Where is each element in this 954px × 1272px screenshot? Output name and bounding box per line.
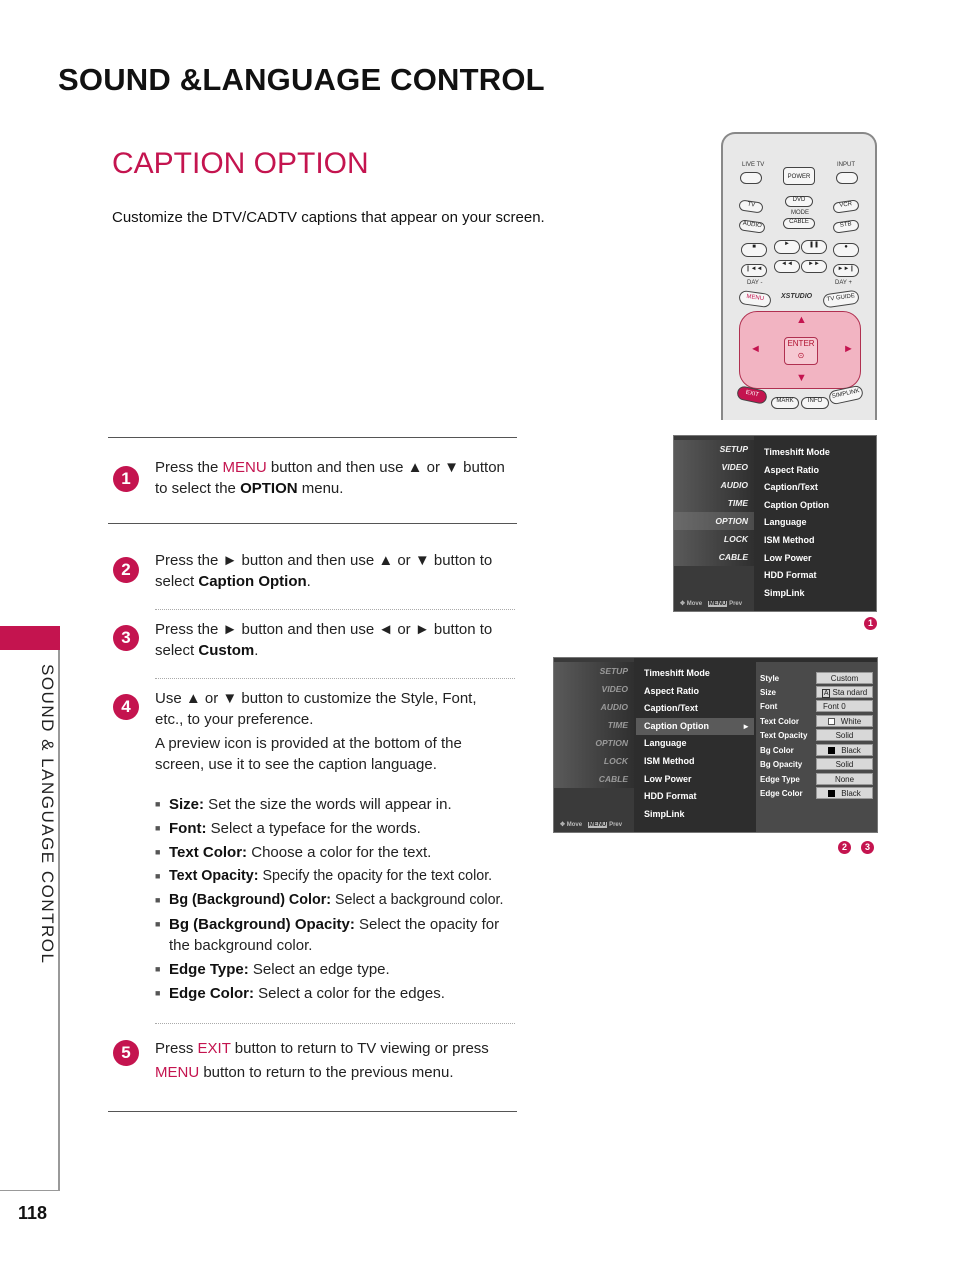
osd-category-cable: CABLE	[674, 548, 754, 566]
left-arrow-icon: ◄	[750, 343, 761, 355]
caption-bg-opacity-value: Solid	[816, 758, 873, 770]
osd-category-video: VIDEO	[554, 680, 634, 698]
osd-item-aspect-ratio: Aspect Ratio	[764, 464, 820, 475]
bullet-desc: Select an edge type.	[248, 961, 390, 978]
remote-power-button	[783, 167, 815, 185]
osd-item-hdd-format: HDD Format	[644, 791, 697, 802]
rewind-icon: ◄◄	[781, 261, 793, 267]
stop-icon: ■	[752, 244, 756, 250]
bullet-term: Edge Type:	[169, 961, 249, 978]
osd-item-low-power: Low Power	[764, 552, 812, 563]
step-1-key-menu: MENU	[222, 459, 267, 476]
osd-footer	[680, 600, 742, 607]
remote-skip-back-button	[741, 264, 767, 277]
bullet-text-opacity	[155, 866, 517, 887]
bg-color-swatch	[828, 747, 835, 754]
remote-power-label: POWER	[787, 174, 811, 180]
caption-style-value: Custom	[816, 672, 873, 684]
osd-item-low-power: Low Power	[644, 773, 692, 784]
step-3-part-2: .	[254, 642, 259, 659]
step-5-key-menu: MENU	[155, 1064, 200, 1081]
osd-category-time: TIME	[674, 494, 754, 512]
osd-category-time: TIME	[554, 716, 634, 734]
caption-bg-color-value	[816, 744, 873, 756]
osd-item-timeshift: Timeshift Mode	[644, 668, 710, 678]
figure-badge-3: 3	[861, 841, 874, 854]
osd-category-cable: CABLE	[554, 770, 634, 788]
caption-bg-color-text: Black	[841, 746, 861, 755]
section-title: CAPTION OPTION	[112, 147, 369, 180]
record-icon: ●	[844, 244, 848, 250]
osd-option-list	[636, 665, 754, 823]
caption-text-color-label: Text Color	[760, 717, 799, 726]
step-5-part-2: button to return to TV viewing or press	[230, 1040, 489, 1057]
step-2-part-1: Press the ► button and then use ▲ or ▼ button to select	[155, 552, 493, 590]
osd-category-setup: SETUP	[674, 440, 754, 458]
remote-pause-button	[801, 240, 827, 254]
remote-info-button	[801, 397, 829, 409]
remote-play-button	[774, 240, 800, 254]
step-rule-top	[108, 437, 517, 438]
remote-exit-label: EXIT	[745, 389, 760, 399]
osd-category-lock: LOCK	[554, 752, 634, 770]
remote-vcr-button	[832, 199, 859, 214]
right-arrow-icon: ►	[843, 343, 854, 355]
step-rule-bottom	[108, 1111, 517, 1112]
osd-category-column	[674, 436, 754, 611]
remote-stb-label: STB	[839, 221, 852, 229]
osd-item-language: Language	[644, 738, 687, 749]
osd-category-column	[554, 658, 634, 832]
caption-edge-color-text: Black	[841, 789, 861, 798]
step-1-part-3: menu.	[297, 480, 344, 497]
section-intro: Customize the DTV/CADTV captions that appear on your screen.	[112, 209, 545, 226]
osd-category-setup: SETUP	[554, 662, 634, 680]
remote-day-minus-label: DAY -	[747, 280, 763, 286]
osd-item-caption-text: Caption/Text	[764, 482, 818, 493]
remote-live-tv-label: LIVE TV	[742, 162, 765, 168]
osd-category-video: VIDEO	[674, 458, 754, 476]
side-divider	[58, 650, 60, 1190]
remote-rewind-button	[774, 260, 800, 273]
play-icon: ►	[784, 241, 790, 247]
step-5-text	[155, 1037, 505, 1085]
bullet-term: Font:	[169, 820, 207, 837]
osd-item-aspect-ratio: Aspect Ratio	[644, 685, 700, 696]
bullet-edge-color	[155, 983, 517, 1004]
caption-text-color-value	[816, 715, 873, 727]
step-1-key-option: OPTION	[240, 480, 298, 497]
remote-record-button	[833, 243, 859, 257]
osd-item-simplink: SimpLink	[764, 587, 805, 598]
bullet-bg-opacity	[155, 914, 500, 956]
side-tab-label: SOUND & LANGUAGE CONTROL	[38, 664, 57, 965]
bullet-desc: Select a typeface for the words.	[206, 820, 421, 837]
caption-edge-color-label: Edge Color	[760, 789, 803, 798]
bullet-term: Edge Color:	[169, 985, 254, 1002]
caption-text-opacity-label: Text Opacity	[760, 731, 808, 740]
osd-item-caption-option	[636, 718, 754, 736]
remote-control	[721, 132, 877, 420]
page-number: 118	[18, 1203, 48, 1223]
up-arrow-icon: ▲	[796, 314, 807, 326]
fast-forward-icon: ►►	[808, 261, 820, 267]
option-menu-screenshot	[673, 435, 877, 612]
bullet-desc: Select a background color.	[331, 892, 504, 908]
bullet-text-color	[155, 842, 517, 863]
step-1-part-1: Press the	[155, 459, 223, 476]
step-5-part-1: Press	[155, 1040, 198, 1057]
osd-item-language: Language	[764, 517, 807, 528]
bullet-term: Bg (Background) Opacity:	[169, 916, 355, 933]
page-title: SOUND &LANGUAGE CONTROL	[58, 62, 545, 97]
caption-size-label: Size	[760, 688, 777, 697]
step-4-text	[155, 688, 505, 775]
caption-text-opacity-value: Solid	[816, 729, 873, 741]
step-4-part-2: A preview icon is provided at the bottom of the screen, use it to see the caption language.	[155, 735, 462, 773]
osd-footer-menu-key: MENU	[588, 822, 607, 828]
text-color-swatch	[828, 718, 835, 725]
step-1-text	[155, 457, 505, 499]
step-3-key: Custom	[198, 642, 255, 659]
option-bullet-list	[155, 794, 517, 1007]
step-divider-2	[155, 609, 515, 610]
step-2-badge: 2	[113, 557, 139, 583]
caption-option-menu-screenshot	[553, 657, 878, 833]
remote-cable-label: CABLE	[789, 219, 809, 225]
skip-forward-icon: ►►❙	[837, 266, 855, 272]
remote-menu-button	[738, 290, 772, 308]
bullet-term: Size:	[169, 796, 205, 813]
osd-category-audio: AUDIO	[674, 476, 754, 494]
step-4-part-1: Use ▲ or ▼ button to customize the Style, Font, etc., to your preference.	[155, 690, 477, 728]
skip-back-icon: ❙◄◄	[745, 266, 763, 272]
osd-item-ism-method: ISM Method	[644, 755, 695, 766]
step-1-part-2: button and then use ▲ or ▼ button to select the	[155, 459, 505, 497]
remote-vcr-label: VCR	[839, 201, 853, 209]
remote-tv-label: TV	[746, 201, 756, 209]
bullet-term: Bg (Background) Color:	[169, 892, 332, 908]
step-4-badge: 4	[113, 694, 139, 720]
step-2-part-2: .	[306, 573, 311, 590]
step-5-part-3: button to return to the previous menu.	[199, 1064, 454, 1081]
remote-enter-label: ENTER	[787, 339, 815, 348]
caption-bg-color-label: Bg Color	[760, 746, 794, 755]
step-divider-3	[155, 678, 515, 679]
remote-cable-button	[783, 218, 815, 229]
caption-bg-opacity-label: Bg Opacity	[760, 760, 803, 769]
osd-category-audio: AUDIO	[554, 698, 634, 716]
osd-category-option: OPTION	[674, 512, 754, 530]
caption-font-value: Font 0	[816, 700, 873, 712]
osd-item-timeshift: Timeshift Mode	[764, 447, 830, 457]
caption-settings-panel	[756, 662, 877, 833]
remote-dvd-label: DVD	[792, 197, 806, 203]
remote-fast-forward-button	[801, 260, 827, 273]
remote-info-label: INFO	[807, 398, 823, 404]
bullet-font	[155, 818, 517, 839]
step-3-badge: 3	[113, 625, 139, 651]
osd-footer-move: Move	[566, 822, 583, 828]
remote-enter-button	[784, 337, 818, 365]
remote-audio-label: AUDIO	[742, 220, 763, 230]
step-5-badge: 5	[113, 1040, 139, 1066]
osd-option-list	[756, 444, 874, 602]
caption-size-value	[816, 686, 873, 698]
bullet-edge-type	[155, 959, 517, 980]
osd-item-simplink: SimpLink	[644, 808, 685, 819]
step-rule-1	[108, 523, 517, 524]
step-2-key: Caption Option	[198, 573, 307, 590]
osd-footer	[560, 821, 622, 828]
down-arrow-icon: ▼	[796, 372, 807, 384]
remote-day-plus-label: DAY +	[835, 280, 852, 286]
osd-footer-move: Move	[686, 601, 703, 607]
remote-xstudio-label: XSTUDIO	[781, 293, 813, 300]
caption-text-color-text: White	[840, 717, 862, 726]
osd-item-ism-method: ISM Method	[764, 534, 815, 545]
osd-category-option: OPTION	[554, 734, 634, 752]
step-2-text	[155, 550, 505, 592]
osd-item-caption-option-label: Caption Option	[644, 720, 709, 731]
remote-tv-button	[738, 199, 763, 213]
osd-footer-menu-key: MENU	[708, 601, 727, 607]
bullet-bg-color	[155, 890, 517, 911]
move-icon: ✥	[680, 601, 686, 607]
bullet-desc: Specify the opacity for the text color.	[258, 868, 493, 884]
caption-size-text: Sta ndard	[832, 688, 868, 697]
remote-tv-guide-label: TV GUIDE	[826, 293, 856, 303]
edge-color-swatch	[828, 790, 835, 797]
size-preview-icon: A	[823, 690, 829, 697]
remote-mode-label: MODE	[791, 210, 809, 216]
bullet-term: Text Opacity:	[169, 868, 259, 884]
remote-simplink-label: SIMPLINK	[831, 388, 861, 400]
page-number-rule	[0, 1190, 60, 1191]
remote-input-label: INPUT	[837, 162, 855, 168]
remote-nav-pad	[739, 311, 861, 389]
step-divider-5	[155, 1023, 515, 1024]
remote-stop-button	[741, 243, 767, 257]
remote-mark-button	[771, 397, 799, 409]
step-3-text	[155, 619, 505, 661]
remote-live-tv-button	[740, 172, 762, 184]
remote-audio-button	[738, 219, 765, 234]
osd-item-hdd-format: HDD Format	[764, 570, 817, 581]
bullet-term: Text Color:	[169, 844, 248, 861]
step-3-part-1: Press the ► button and then use ◄ or ► button to select	[155, 621, 493, 659]
bullet-desc: Choose a color for the text.	[247, 844, 432, 861]
remote-stb-button	[832, 219, 859, 234]
osd-item-caption-text: Caption/Text	[644, 703, 698, 714]
move-icon: ✥	[560, 822, 566, 828]
osd-category-lock: LOCK	[674, 530, 754, 548]
osd-footer-prev: Prev	[609, 822, 623, 828]
remote-mark-label: MARK	[776, 398, 794, 404]
remote-dvd-button	[785, 196, 813, 207]
remote-tv-guide-button	[822, 290, 860, 309]
caption-style-label: Style	[760, 674, 780, 683]
remote-menu-label: MENU	[745, 293, 765, 303]
step-5-key-exit: EXIT	[197, 1040, 231, 1057]
figure-badge-1: 1	[864, 617, 877, 630]
enter-icon: ⊙	[797, 351, 805, 360]
figure-badge-2: 2	[838, 841, 851, 854]
caption-edge-type-value: None	[816, 773, 873, 785]
caption-edge-type-label: Edge Type	[760, 775, 800, 784]
caption-font-label: Font	[760, 702, 778, 711]
osd-item-caption-option: Caption Option	[764, 499, 829, 510]
bullet-desc: Set the size the words will appear in.	[204, 796, 452, 813]
osd-footer-prev: Prev	[729, 601, 743, 607]
bullet-size	[155, 794, 517, 815]
step-1-badge: 1	[113, 466, 139, 492]
bullet-desc: Select the opacity for the background color.	[169, 916, 500, 954]
bullet-desc: Select a color for the edges.	[254, 985, 445, 1002]
submenu-arrow-icon: ►	[742, 721, 750, 731]
side-tab-marker	[0, 626, 60, 650]
caption-edge-color-value	[816, 787, 873, 799]
pause-icon: ❚❚	[808, 242, 820, 248]
remote-input-button	[836, 172, 858, 184]
remote-skip-forward-button	[833, 264, 859, 277]
